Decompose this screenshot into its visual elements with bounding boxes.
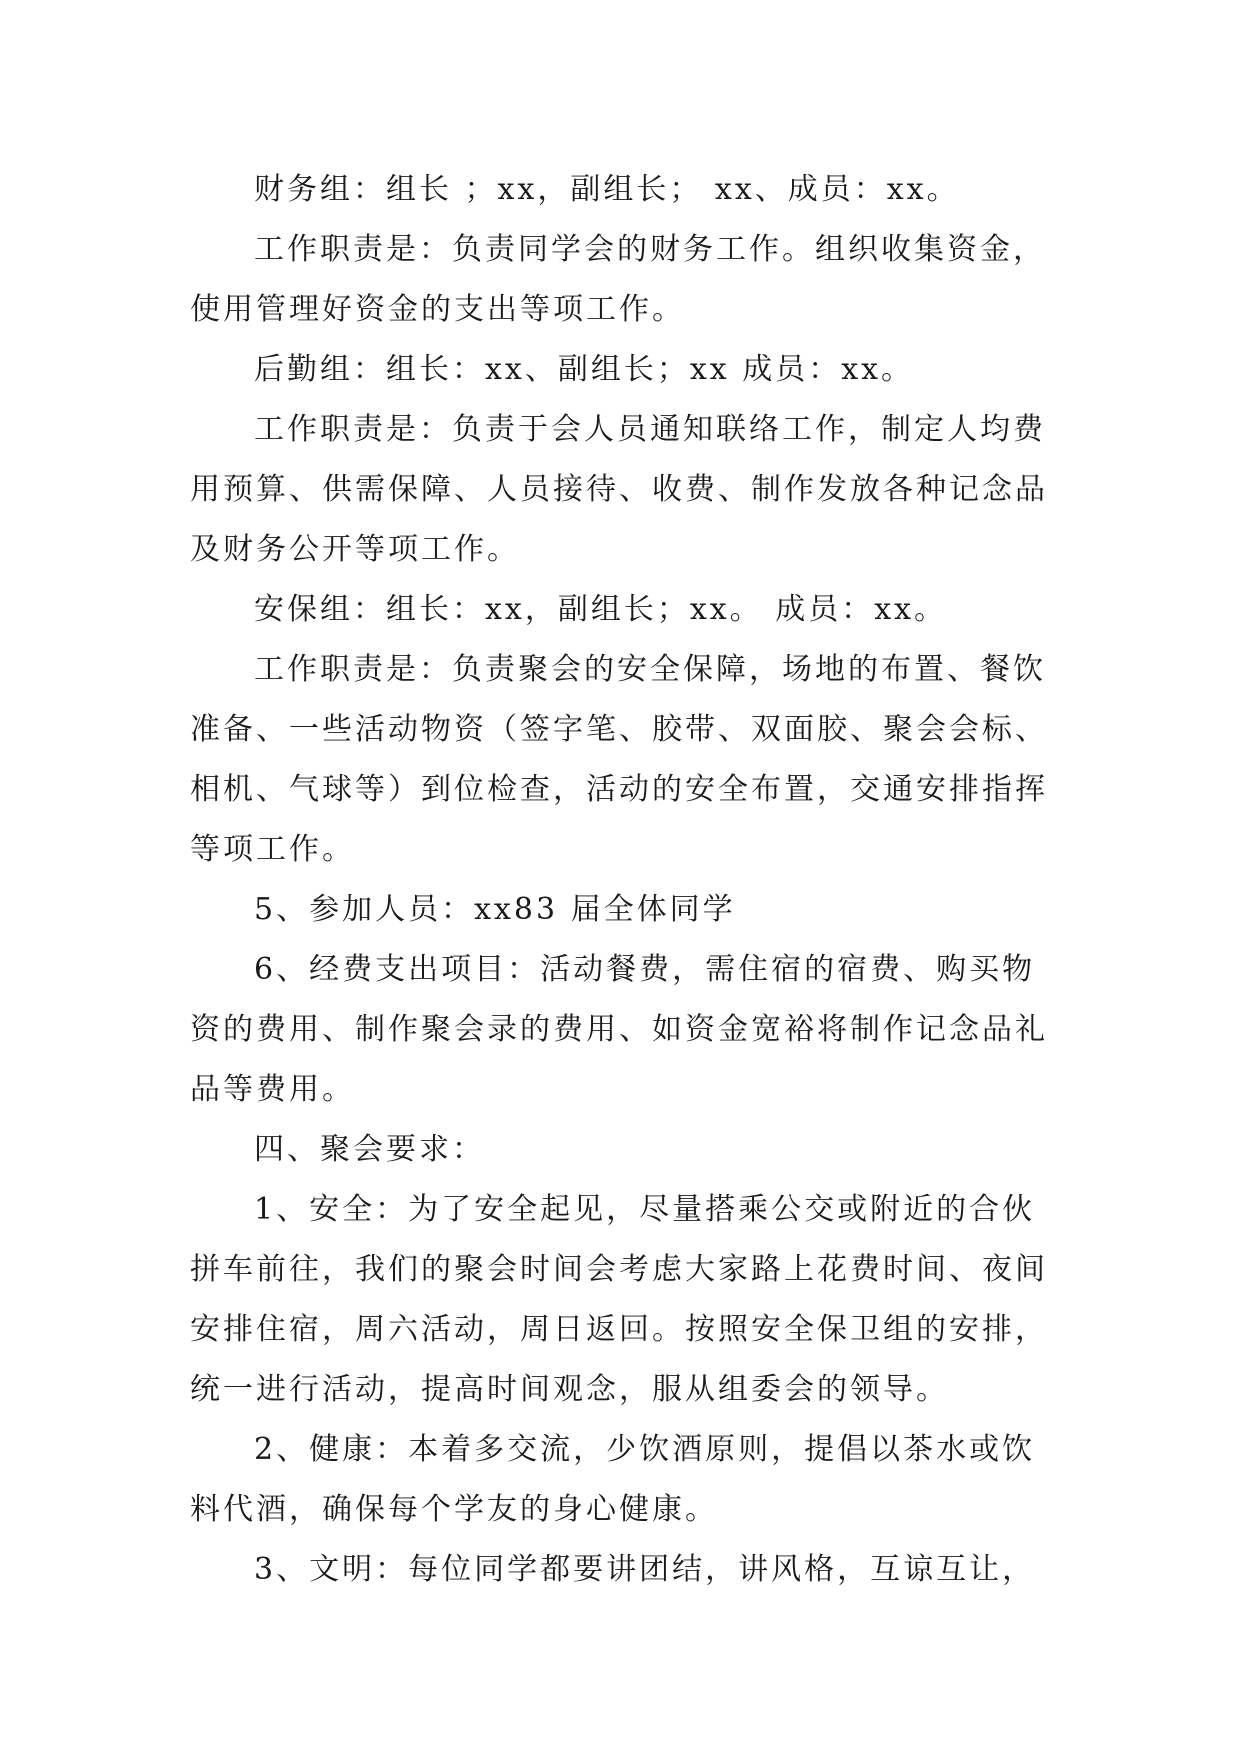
paragraph-security-group: 安保组：组长：xx，副组长；xx。 成员：xx。 <box>254 592 948 627</box>
paragraph-finance-duties: 工作职责是：负责同学会的财务工作。组织收集资金，使用管理好资金的支出等项工作。 <box>190 232 1046 327</box>
paragraph-logistics-group: 后勤组：组长：xx、副组长；xx 成员：xx。 <box>254 352 915 387</box>
paragraph-security-duties: 工作职责是：负责聚会的安全保障，场地的布置、餐饮准备、一些活动物资（签字笔、胶带、双面胶、聚会会标、相机、气球等）到位检查，活动的安全布置，交通安排指挥等项工作。 <box>190 652 1048 867</box>
paragraph-requirement-safety: 1、安全：为了安全起见，尽量搭乘公交或附近的合伙拼车前往，我们的聚会时间会考虑大家路上花费时间、夜间安排住宿，周六活动，周日返回。按照安全保卫组的安排，统一进行活动，提高时间观念，服从组委会的领导。 <box>190 1192 1048 1407</box>
section-heading-requirements: 四、聚会要求： <box>254 1132 485 1167</box>
paragraph-participants: 5、参加人员：xx83 届全体同学 <box>254 892 736 927</box>
paragraph-requirement-civility: 3、文明：每位同学都要讲团结，讲风格，互谅互让， <box>254 1552 1036 1587</box>
document-body <box>190 160 1060 1600</box>
paragraph-logistics-duties: 工作职责是：负责于会人员通知联络工作，制定人均费用预算、供需保障、人员接待、收费、制作发放各种记念品及财务公开等项工作。 <box>190 412 1048 567</box>
paragraph-expenses: 6、经费支出项目：活动餐费，需住宿的宿费、购买物资的费用、制作聚会录的费用、如资金宽裕将制作记念品礼品等费用。 <box>190 952 1048 1107</box>
paragraph-finance-group: 财务组：组长 ；xx，副组长； xx、成员：xx。 <box>254 172 960 207</box>
paragraph-requirement-health: 2、健康：本着多交流，少饮酒原则，提倡以茶水或饮料代酒，确保每个学友的身心健康。 <box>190 1432 1036 1527</box>
